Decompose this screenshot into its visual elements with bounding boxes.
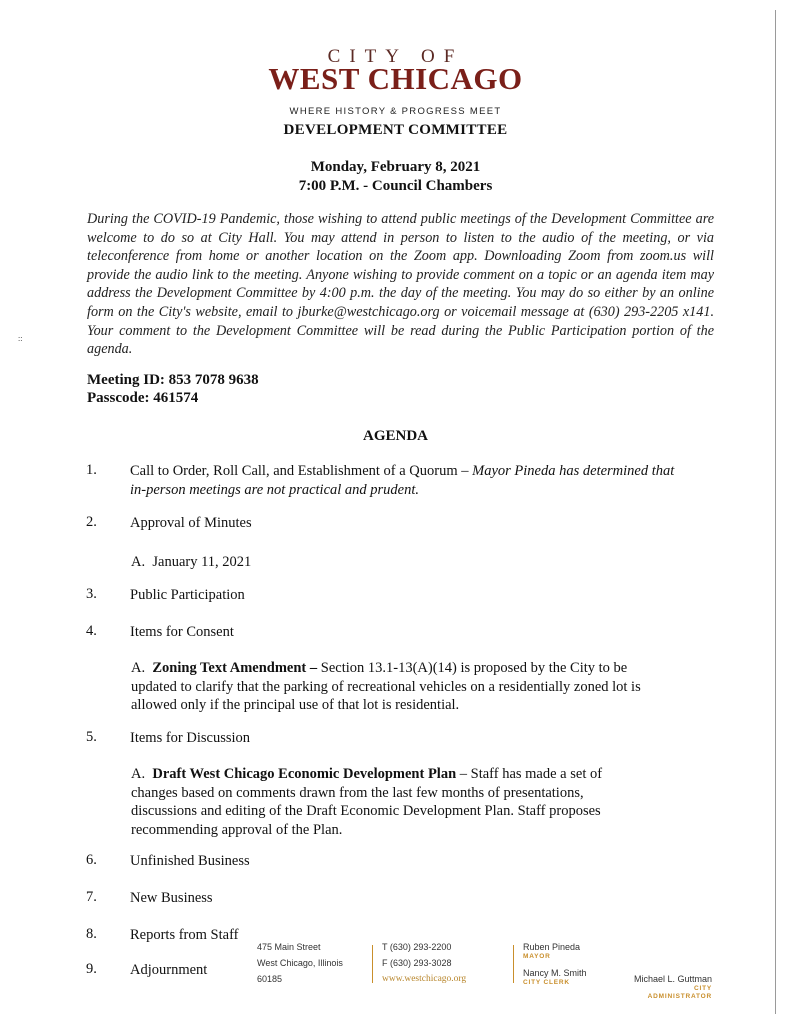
covid-notice-paragraph: During the COVID-19 Pandemic, those wishing to attend public meetings of the Development Committee are welcome to do so at City Hall. You may attend in person to listen to the audio of the meeting, or via teleconference from home or another location on the Zoom app. Downloading Zoom from zoom.us will provide the audio link to the meeting. Anyone wishing to provide comment on a topic or an agenda item may address the Development Committee by 4:00 p.m. the day of the meeting. You may do so either by an online form on the City's website, email to jburke@westchicago.org or voicemail message at (630) 293-2205 x141. Your comment to the Development Committee will be read during the Public Participation portion of the agenda. [87, 211, 714, 358]
agenda-item-number: 6. [86, 852, 97, 868]
agenda-item-number: 8. [86, 926, 97, 942]
mayor-role: MAYOR [523, 953, 551, 960]
logo-city-of: CITY OF [327, 46, 464, 67]
subitem-text: January 11, 2021 [152, 554, 252, 570]
footer-address-line: West Chicago, Illinois [257, 958, 343, 968]
mayor-name: Ruben Pineda [523, 942, 581, 952]
footer-address [257, 939, 343, 987]
agenda-subitem-4a [131, 659, 667, 715]
agenda-item-text: Call to Order, Roll Call, and Establishment of a Quorum – [130, 463, 473, 479]
administrator-name: Michael L. Guttman [633, 974, 712, 984]
agenda-item-9: Adjournment [130, 962, 208, 978]
footer-divider [513, 945, 514, 983]
footer-officials [523, 941, 587, 987]
margin-mark: :: [18, 334, 23, 343]
agenda-subitem-2a [131, 553, 679, 572]
agenda-item-7: New Business [130, 890, 213, 906]
subitem-text: Section 13.1-13(A)(14) is proposed by the City to be updated to clarify that the parking of recreational vehicles on a residentially zoned lot is allowed only if the principal use of that lot is residential. [131, 660, 641, 713]
footer-administrator [630, 973, 712, 1001]
agenda-item-number: 3. [86, 586, 97, 602]
agenda-subitem-5a [131, 765, 651, 839]
footer-address-line: 475 Main Street [257, 942, 321, 952]
agenda-item-1 [130, 462, 685, 499]
agenda-item-6: Unfinished Business [130, 853, 250, 869]
meeting-id: Meeting ID: 853 7078 9638 [87, 372, 259, 388]
footer-contact [382, 939, 466, 987]
subitem-letter: A. [131, 660, 146, 676]
agenda-item-number: 1. [86, 462, 97, 478]
agenda-title: AGENDA [362, 428, 428, 444]
administrator-role: CITY ADMINISTRATOR [647, 985, 712, 1000]
agenda-item-number: 7. [86, 889, 97, 905]
agenda-item-number: 4. [86, 623, 97, 639]
subitem-letter: A. [131, 554, 146, 570]
subitem-letter: A. [131, 766, 146, 782]
footer-fax: F (630) 293-3028 [382, 958, 452, 968]
logo-tagline: WHERE HISTORY & PROGRESS MEET [289, 106, 502, 117]
agenda-item-number: 2. [86, 514, 97, 530]
meeting-passcode: Passcode: 461574 [87, 390, 199, 406]
agenda-item-number: 5. [86, 729, 97, 745]
subitem-text: – Staff has made a set of changes based on comments drawn from the last few months of presentations, discussions and editing of the Draft Economic Development Plan. Staff proposes recommending approval of the Plan. [131, 766, 603, 838]
agenda-item-5: Items for Discussion [130, 730, 251, 746]
subitem-title: Zoning Text Amendment – [152, 660, 318, 676]
footer-divider [372, 945, 373, 983]
footer-address-line: 60185 [257, 974, 283, 984]
logo-city-name: WEST CHICAGO [268, 61, 523, 96]
meeting-time-place: 7:00 P.M. - Council Chambers [298, 178, 493, 194]
agenda-item-4: Items for Consent [130, 624, 234, 640]
clerk-name: Nancy M. Smith [523, 968, 587, 978]
footer-website[interactable]: www.westchicago.org [382, 974, 467, 984]
agenda-item-8: Reports from Staff [130, 927, 239, 943]
meeting-date: Monday, February 8, 2021 [310, 159, 481, 175]
footer-phone: T (630) 293-2200 [382, 942, 452, 952]
agenda-item-note: Mayor Pineda has determined that in-person meetings are not practical and prudent. [130, 463, 675, 498]
subitem-title: Draft West Chicago Economic Development Plan [152, 766, 457, 782]
committee-title: DEVELOPMENT COMMITTEE [283, 122, 508, 138]
agenda-item-2: Approval of Minutes [130, 515, 252, 531]
clerk-role: CITY CLERK [523, 979, 570, 986]
agenda-item-3: Public Participation [130, 587, 245, 603]
agenda-item-number: 9. [86, 961, 97, 977]
